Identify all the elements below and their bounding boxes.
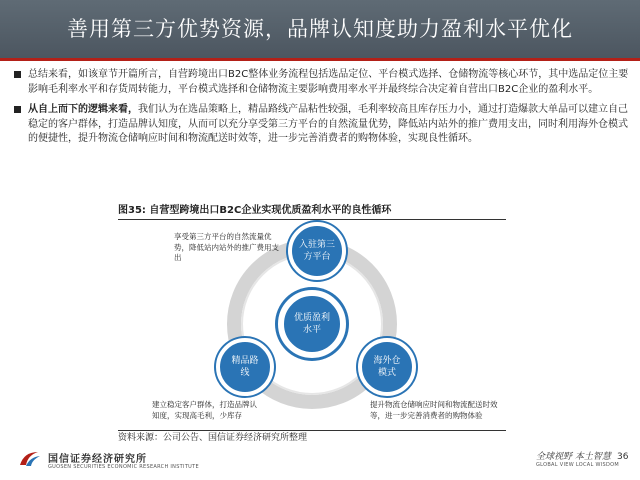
annotation-left: 建立稳定客户群体，打造品牌认知度，实现高毛利，少库存 xyxy=(152,400,257,420)
cycle-diagram xyxy=(118,220,506,428)
bullet-list xyxy=(14,68,630,153)
bullet-logic xyxy=(14,103,630,147)
figure-title: 图35: 自营型跨境出口B2C企业实现优质盈利水平的良性循环 xyxy=(118,203,506,220)
bullet-summary-text: 总结来看，如该章节开篇所言，自营跨境出口B2C整体业务流程包括选品定位、平台模式选择、仓储物流等核心环节，其中选品定位主要影响毛利率水平和存货周转能力，平台模式选择和仓储物流主要影响费用率水平并最终综合决定着自营出口B2C企业的盈利水平。 xyxy=(28,69,629,95)
guosen-logo-icon xyxy=(18,449,42,469)
bullet-square-icon xyxy=(14,71,21,78)
bullet-logic-lead: 从自上而下的逻辑来看， xyxy=(28,104,138,115)
node-right-label: 海外仓模式 xyxy=(373,356,401,378)
footer-org-name-en: GUOSEN SECURITIES ECONOMIC RESEARCH INSTITUTE xyxy=(48,464,199,470)
annotation-top: 享受第三方平台的自然流量优势，降低站内站外的推广费用支出 xyxy=(174,232,279,262)
center-node-label: 优质盈利水平 xyxy=(293,313,330,335)
node-top-label: 入驻第三方平台 xyxy=(299,240,336,262)
figure-source: 资料来源：公司公告、国信证券经济研究所整理 xyxy=(118,430,506,445)
node-overseas-warehouse xyxy=(358,338,416,396)
annotation-right: 提升物流仓储响应时间和物流配送时效等，进一步完善消费者的购物体验 xyxy=(370,400,498,420)
page-number: 36 xyxy=(617,452,629,462)
node-left-label: 精品路线 xyxy=(231,356,259,378)
footer-org-name: 国信证券经济研究所 xyxy=(48,454,147,465)
node-third-party-platform xyxy=(288,222,346,280)
bullet-summary xyxy=(14,68,630,97)
center-node xyxy=(278,290,346,358)
title-accent-line xyxy=(0,58,640,61)
footer-slogan-en: GLOBAL VIEW LOCAL WISDOM xyxy=(536,462,619,468)
bullet-logic-text: 我们认为在选品策略上，精品路线产品粘性较强，毛利率较高且库存压力小，通过打造爆款大单品可以建立自己稳定的客户群体，打造品牌认知度，从而可以充分享受第三方平台的自然流量优势，降低站内站外的推广费用支出，同时利用海外仓模式的便捷性，提升物流仓储响应时间和物流配送时效等，进一步完善消费者的购物体验，实现良性循环。 xyxy=(28,104,628,144)
footer-slogan: 全球视野 本土智慧 xyxy=(536,452,611,462)
node-premium-route xyxy=(216,338,274,396)
bullet-square-icon xyxy=(14,106,21,113)
slide-title: 善用第三方优势资源，品牌认知度助力盈利水平优化 xyxy=(67,17,573,41)
